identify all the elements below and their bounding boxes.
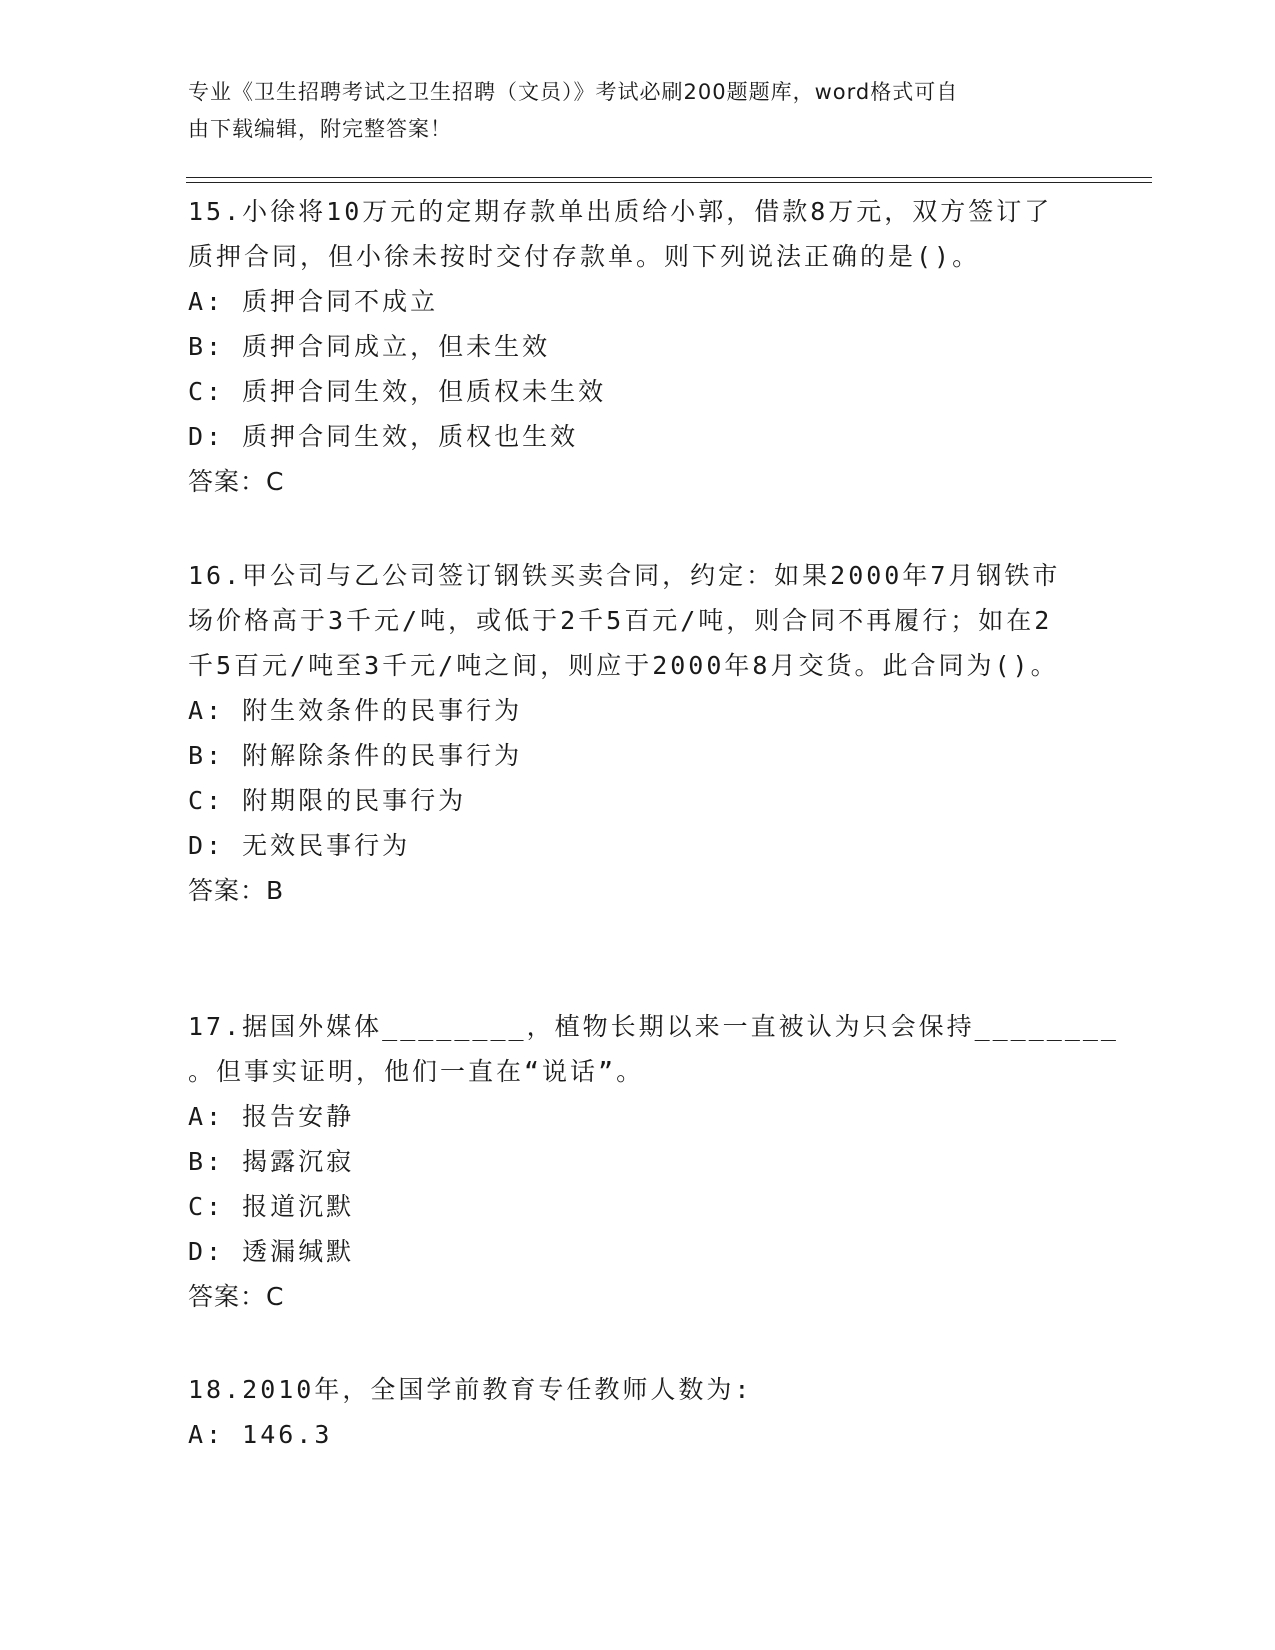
question-stem: 16.甲公司与乙公司签订钢铁买卖合同，约定：如果2000年7月钢铁市场价格高于3千元/吨，或低于2千5百元/吨，则合同不再履行；如在2千5百元/吨至3千元/吨之间，则应于2000年8月交货。此合同为()。	[188, 561, 1061, 680]
question-stem-line-1: 17.据国外媒体________，植物长期以来一直被认为只会保持________	[188, 1012, 1119, 1041]
question-18	[188, 1367, 1078, 1457]
question-15	[188, 189, 1078, 504]
answer-line: 答案：B	[188, 876, 285, 905]
question-16	[188, 553, 1078, 913]
question-17	[188, 1004, 1119, 1319]
option-d: D: 透漏缄默	[188, 1237, 355, 1266]
answer-line: 答案：C	[188, 1282, 285, 1311]
option-d: D: 无效民事行为	[188, 831, 411, 860]
document-header	[188, 74, 1068, 148]
option-c: C: 附期限的民事行为	[188, 786, 467, 815]
option-d: D: 质押合同生效，质权也生效	[188, 422, 579, 451]
option-a: A: 报告安静	[188, 1102, 355, 1131]
header-line-2: 由下载编辑，附完整答案！	[188, 117, 452, 141]
option-a: A: 146.3	[188, 1420, 333, 1449]
question-stem-line-2: 。但事实证明，他们一直在“说话”。	[188, 1057, 645, 1086]
header-divider-bottom	[186, 182, 1152, 183]
option-b: B: 揭露沉寂	[188, 1147, 355, 1176]
option-c: C: 报道沉默	[188, 1192, 355, 1221]
option-b: B: 质押合同成立，但未生效	[188, 332, 551, 361]
option-b: B: 附解除条件的民事行为	[188, 741, 523, 770]
header-line-1: 专业《卫生招聘考试之卫生招聘（文员）》考试必刷200题题库，word格式可自	[188, 80, 959, 104]
answer-line: 答案：C	[188, 467, 285, 496]
question-stem: 18.2010年，全国学前教育专任教师人数为:	[188, 1375, 753, 1404]
option-c: C: 质押合同生效，但质权未生效	[188, 377, 607, 406]
header-divider-top	[186, 177, 1152, 178]
option-a: A: 附生效条件的民事行为	[188, 696, 523, 725]
option-a: A: 质押合同不成立	[188, 287, 439, 316]
question-stem: 15.小徐将10万元的定期存款单出质给小郭，借款8万元，双方签订了质押合同，但小徐未按时交付存款单。则下列说法正确的是()。	[188, 197, 1053, 271]
